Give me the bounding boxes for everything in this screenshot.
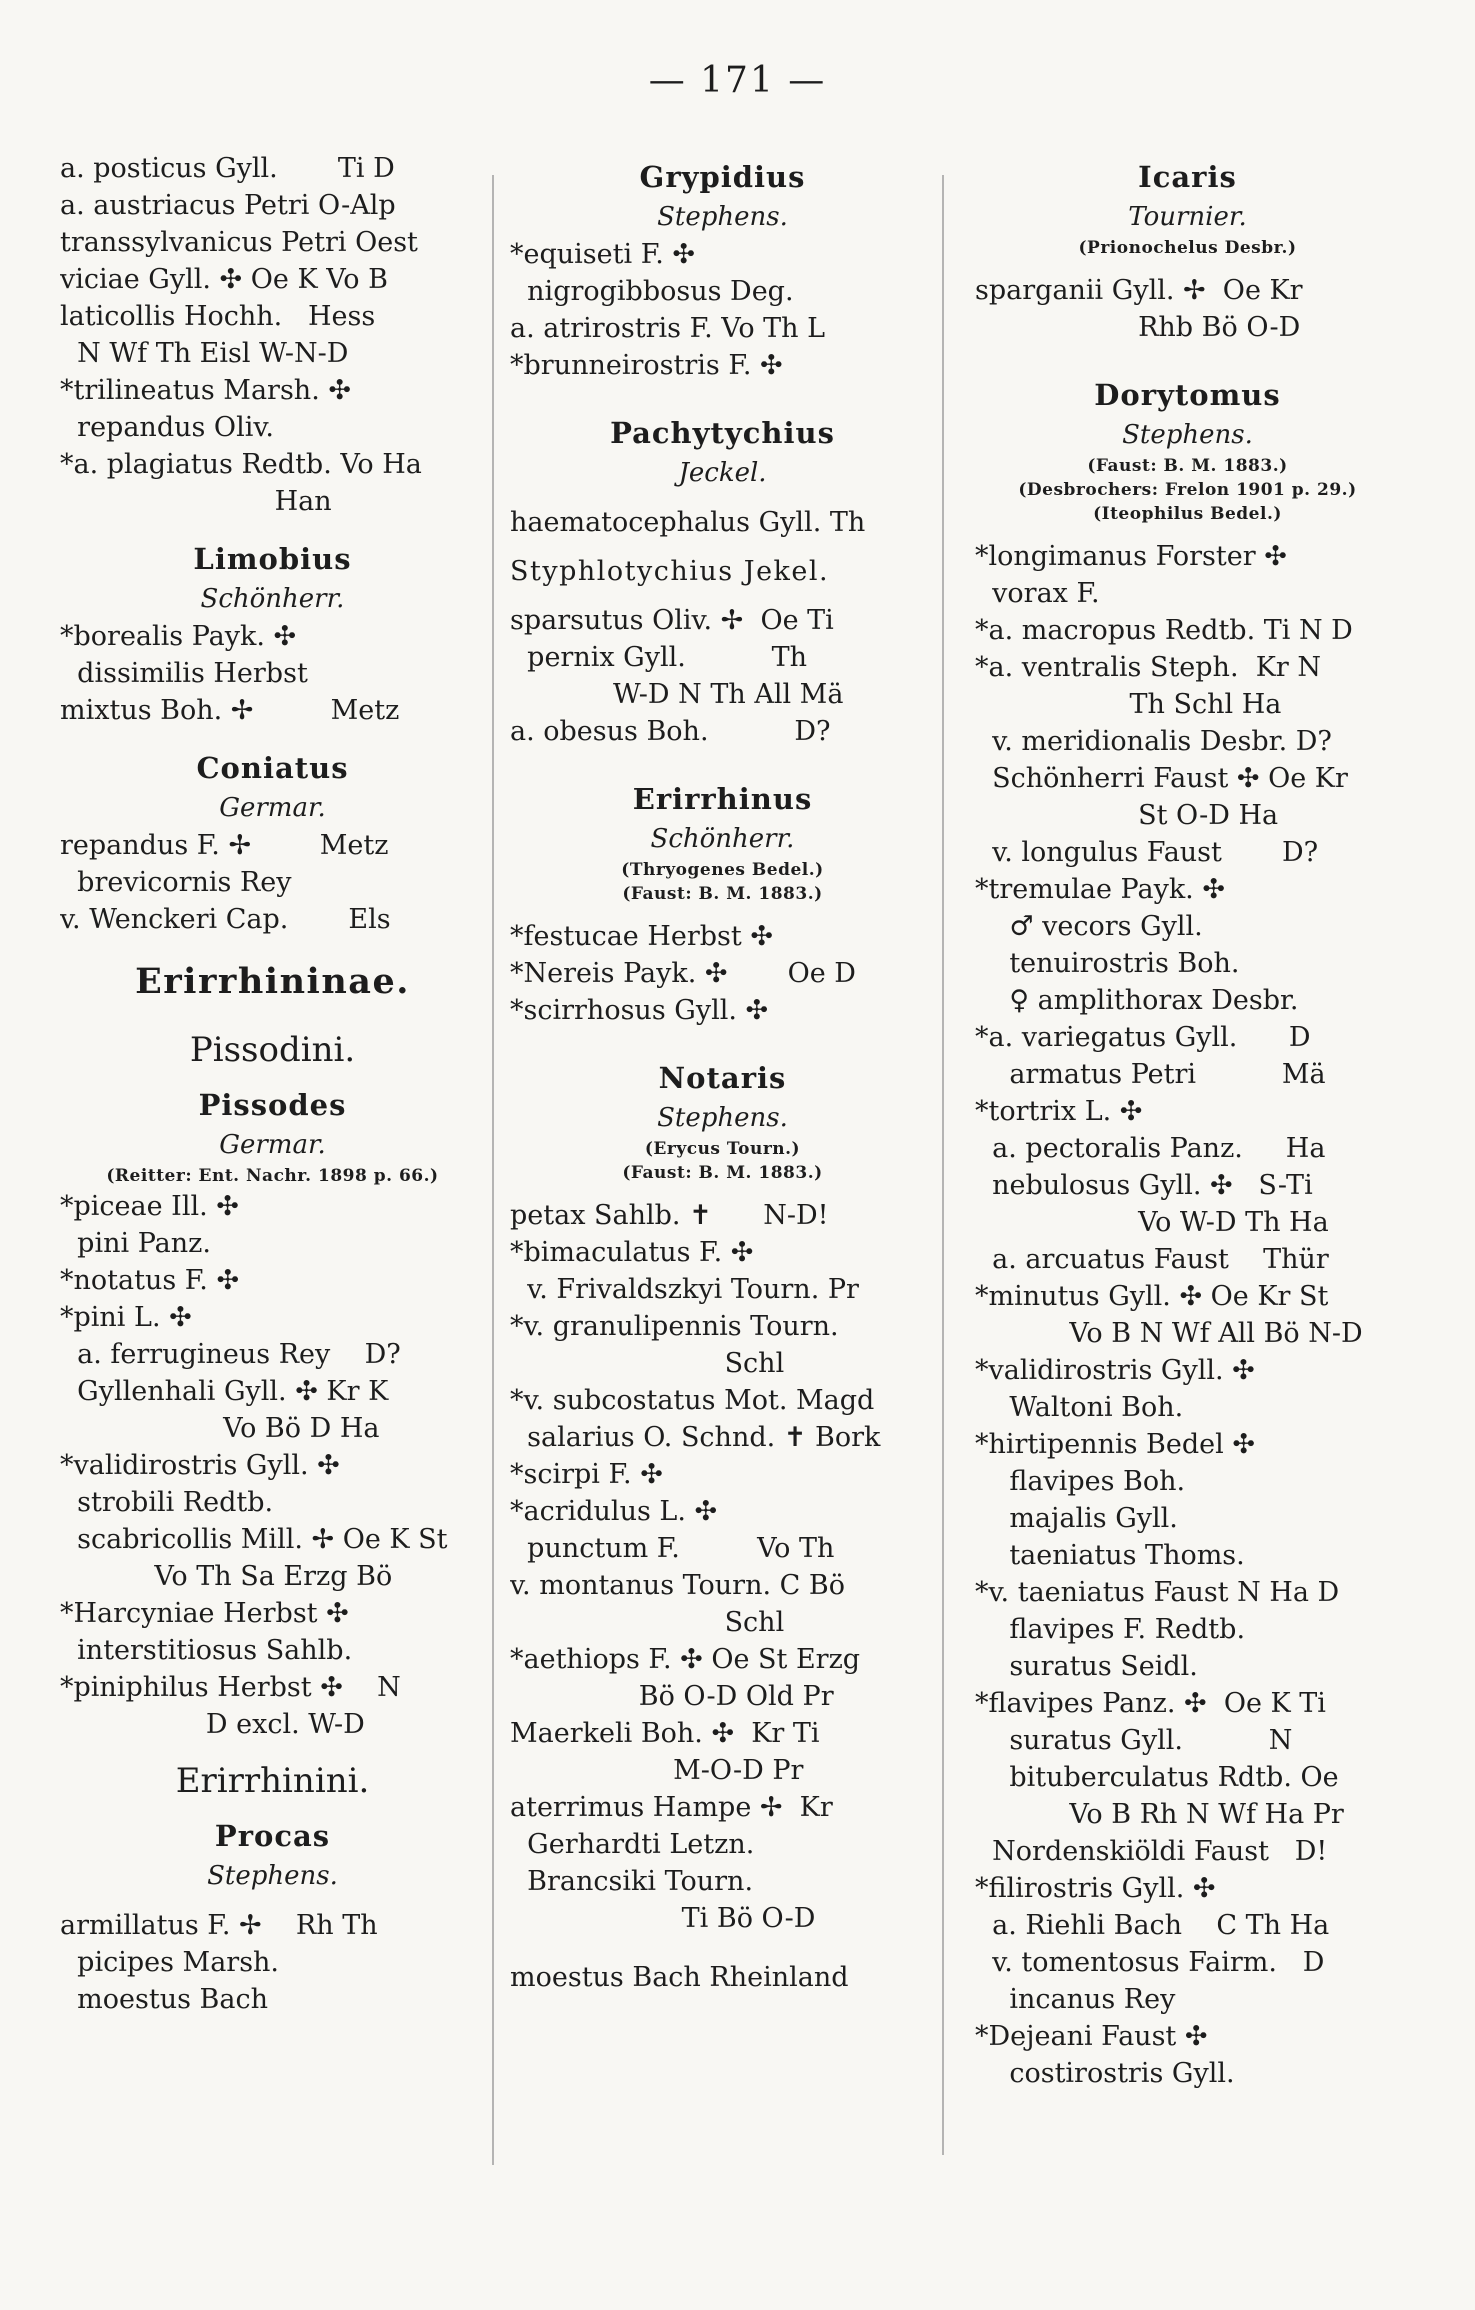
species-entry: *pini L. ✣ <box>60 1302 192 1333</box>
species-entry: v. longulus Faust D? <box>975 837 1319 868</box>
species-entry: *borealis Payk. ✣ <box>60 621 297 652</box>
species-entry: brevicornis Rey <box>60 867 292 898</box>
genus-reference-dorytomus-faust: (Faust: B. M. 1883.) <box>1087 456 1288 476</box>
species-entry: suratus Seidl. <box>975 1651 1198 1682</box>
species-entry: *brunneirostris F. ✣ <box>510 350 783 381</box>
species-entry: *festucae Herbst ✣ <box>510 921 773 952</box>
species-entry: *a. variegatus Gyll. D <box>975 1022 1311 1053</box>
subfamily-heading: Erirrhininae. <box>135 961 410 1002</box>
left-block-3 <box>60 827 485 938</box>
species-entry: picipes Marsh. <box>60 1947 280 1978</box>
middle-block-6 <box>510 1959 935 1996</box>
middle-block-5 <box>510 1197 935 1937</box>
spacer <box>510 492 935 504</box>
species-entry: moestus Bach Rheinland <box>510 1962 849 1993</box>
species-entry: *piceae Ill. ✣ <box>60 1191 239 1222</box>
species-entry: sparganii Gyll. ✢ Oe Kr <box>975 275 1303 306</box>
genus-heading-limobius: Limobius <box>193 542 352 576</box>
species-entry: *Nereis Payk. ✣ Oe D <box>510 958 856 989</box>
species-entry: v. Wenckeri Cap. Els <box>60 904 391 935</box>
spacer <box>60 729 485 741</box>
species-entry: *flavipes Panz. ✣ Oe K Ti <box>975 1688 1326 1719</box>
left-block-1 <box>60 150 485 520</box>
spacer <box>510 750 935 772</box>
right-block-2 <box>975 538 1400 2092</box>
species-entry: Vo W-D Th Ha <box>975 1207 1329 1238</box>
species-entry: a. obesus Boh. D? <box>510 716 831 747</box>
species-entry: *Harcyniae Herbst ✣ <box>60 1598 349 1629</box>
species-entry: laticollis Hochh. Hess <box>60 301 376 332</box>
species-entry: sparsutus Oliv. ✢ Oe Ti <box>510 605 834 636</box>
genus-heading-grypidius: Grypidius <box>639 160 806 194</box>
spacer <box>975 346 1400 368</box>
species-entry: *scirpi F. ✣ <box>510 1459 663 1490</box>
species-entry: bituberculatus Rdtb. Oe <box>975 1762 1339 1793</box>
species-entry: Waltoni Boh. <box>975 1392 1184 1423</box>
genus-reference-pissodes: (Reitter: Ent. Nachr. 1898 p. 66.) <box>106 1166 439 1186</box>
species-entry: punctum F. Vo Th <box>510 1533 835 1564</box>
spacer <box>60 520 485 532</box>
column-divider-left <box>492 175 494 2165</box>
species-entry: ♀ amplithorax Desbr. <box>975 985 1299 1016</box>
species-entry: *equiseti F. ✣ <box>510 239 696 270</box>
species-entry: armatus Petri Mä <box>975 1059 1326 1090</box>
spacer <box>510 1185 935 1197</box>
species-entry: salarius O. Schnd. ✝ Bork <box>510 1422 881 1453</box>
species-entry: repandus Oliv. <box>60 412 274 443</box>
column-divider-right <box>942 175 944 2155</box>
species-entry: haematocephalus Gyll. Th <box>510 507 866 538</box>
species-entry: N Wf Th Eisl W-N-D <box>60 338 349 369</box>
species-entry: pernix Gyll. Th <box>510 642 808 673</box>
species-entry: viciae Gyll. ✣ Oe K Vo B <box>60 264 388 295</box>
left-block-4 <box>60 1188 485 1743</box>
species-entry: strobili Redtb. <box>60 1487 274 1518</box>
species-entry: a. arcuatus Faust Thür <box>975 1244 1329 1275</box>
species-entry: *hirtipennis Bedel ✣ <box>975 1429 1255 1460</box>
species-entry: *bimaculatus F. ✣ <box>510 1237 754 1268</box>
species-entry: *piniphilus Herbst ✣ N <box>60 1672 401 1703</box>
species-entry: *tremulae Payk. ✣ <box>975 874 1225 905</box>
species-entry: Han <box>60 486 332 517</box>
species-entry: Vo B N Wf All Bö N-D <box>975 1318 1363 1349</box>
species-entry: *Dejeani Faust ✣ <box>975 2021 1208 2052</box>
genus-synonym-erirrhinus: (Thryogenes Bedel.) <box>621 860 824 880</box>
middle-column <box>510 150 935 1996</box>
spacer <box>60 1895 485 1907</box>
species-entry: Gyllenhali Gyll. ✣ Kr K <box>60 1376 389 1407</box>
species-entry: Ti Bö O-D <box>510 1903 816 1934</box>
species-entry: a. atrirostris F. Vo Th L <box>510 313 826 344</box>
spacer <box>510 1937 935 1959</box>
tribe-heading-pissodini: Pissodini. <box>189 1030 356 1070</box>
species-entry: v. meridionalis Desbr. D? <box>975 726 1332 757</box>
genus-heading-pachytychius: Pachytychius <box>610 416 835 450</box>
species-entry: *trilineatus Marsh. ✣ <box>60 375 351 406</box>
species-entry: *longimanus Forster ✣ <box>975 541 1287 572</box>
genus-heading-pissodes: Pissodes <box>198 1088 347 1122</box>
left-block-5 <box>60 1907 485 2018</box>
species-entry: Bö O-D Old Pr <box>510 1681 834 1712</box>
species-entry: D excl. W-D <box>60 1709 365 1740</box>
species-entry: nigrogibbosus Deg. <box>510 276 794 307</box>
genus-heading-styphlotychius: Styphlotychius Jekel. <box>510 556 830 587</box>
right-block-1 <box>975 272 1400 346</box>
species-entry: *minutus Gyll. ✣ Oe Kr St <box>975 1281 1329 1312</box>
species-entry: Rhb Bö O-D <box>975 312 1301 343</box>
species-entry: ♂ vecors Gyll. <box>975 911 1203 942</box>
species-entry: *a. ventralis Steph. Kr N <box>975 652 1321 683</box>
species-entry: Gerhardti Letzn. <box>510 1829 755 1860</box>
species-entry: Th Schl Ha <box>975 689 1282 720</box>
species-entry: aterrimus Hampe ✢ Kr <box>510 1792 833 1823</box>
genus-author-procas: Stephens. <box>207 1861 338 1891</box>
species-entry: costirostris Gyll. <box>975 2058 1235 2089</box>
species-entry: vorax F. <box>975 578 1100 609</box>
genus-heading-icaris: Icaris <box>1138 160 1237 194</box>
species-entry: *tortrix L. ✣ <box>975 1096 1143 1127</box>
species-entry: *validirostris Gyll. ✣ <box>60 1450 340 1481</box>
species-entry: *v. subcostatus Mot. Magd <box>510 1385 875 1416</box>
species-entry: W-D N Th All Mä <box>510 679 844 710</box>
species-entry: taeniatus Thoms. <box>975 1540 1245 1571</box>
species-entry: incanus Rey <box>975 1984 1176 2015</box>
species-entry: *acridulus L. ✣ <box>510 1496 718 1527</box>
middle-block-4 <box>510 918 935 1029</box>
species-entry: mixtus Boh. ✢ Metz <box>60 695 400 726</box>
genus-author-notaris: Stephens. <box>657 1103 788 1133</box>
spacer <box>975 526 1400 538</box>
left-column <box>60 150 485 2018</box>
species-entry: armillatus F. ✢ Rh Th <box>60 1910 378 1941</box>
genus-heading-coniatus: Coniatus <box>196 751 349 785</box>
species-entry: nebulosus Gyll. ✣ S-Ti <box>975 1170 1313 1201</box>
genus-heading-dorytomus: Dorytomus <box>1094 378 1281 412</box>
middle-block-1 <box>510 236 935 384</box>
right-column <box>975 150 1400 2092</box>
species-entry: transsylvanicus Petri Oest <box>60 227 418 258</box>
genus-author-grypidius: Stephens. <box>657 202 788 232</box>
spacer <box>510 384 935 406</box>
species-entry: Schl <box>510 1607 785 1638</box>
species-entry: v. montanus Tourn. C Bö <box>510 1570 845 1601</box>
spacer <box>975 260 1400 272</box>
species-entry: Brancsiki Tourn. <box>510 1866 754 1897</box>
species-entry: *v. taeniatus Faust N Ha D <box>975 1577 1340 1608</box>
genus-author-pachytychius: Jeckel. <box>678 458 767 488</box>
genus-synonym-notaris: (Erycus Tourn.) <box>644 1139 801 1159</box>
species-entry: suratus Gyll. N <box>975 1725 1293 1756</box>
tribe-heading-erirrhinini: Erirrhinini. <box>175 1761 370 1801</box>
genus-author-dorytomus: Stephens. <box>1122 420 1253 450</box>
species-entry: St O-D Ha <box>975 800 1279 831</box>
species-entry: tenuirostris Boh. <box>975 948 1240 979</box>
species-entry: Schl <box>510 1348 785 1379</box>
species-entry: flavipes Boh. <box>975 1466 1186 1497</box>
genus-heading-notaris: Notaris <box>658 1061 787 1095</box>
genus-author-icaris: Tournier. <box>1128 202 1247 232</box>
genus-author-limobius: Schönherr. <box>200 584 345 614</box>
left-block-2 <box>60 618 485 729</box>
species-entry: repandus F. ✢ Metz <box>60 830 389 861</box>
middle-block-2 <box>510 504 935 541</box>
species-entry: *validirostris Gyll. ✣ <box>975 1355 1255 1386</box>
genus-reference-dorytomus-desbrochers: (Desbrochers: Frelon 1901 p. 29.) <box>1018 480 1357 500</box>
middle-block-3 <box>510 602 935 750</box>
species-entry: a. Riehli Bach C Th Ha <box>975 1910 1330 1941</box>
species-entry: v. tomentosus Fairm. D <box>975 1947 1325 1978</box>
genus-author-pissodes: Germar. <box>219 1130 326 1160</box>
species-entry: Schönherri Faust ✣ Oe Kr <box>975 763 1348 794</box>
spacer <box>510 541 935 553</box>
species-entry: *a. plagiatus Redtb. Vo Ha <box>60 449 422 480</box>
page-number: — 171 — <box>648 60 827 101</box>
species-entry: dissimilis Herbst <box>60 658 308 689</box>
genus-author-erirrhinus: Schönherr. <box>650 824 795 854</box>
species-entry: v. Frivaldszkyi Tourn. Pr <box>510 1274 859 1305</box>
species-entry: Vo B Rh N Wf Ha Pr <box>975 1799 1344 1830</box>
species-entry: a. posticus Gyll. Ti D <box>60 153 395 184</box>
species-entry: Nordenskiöldi Faust D! <box>975 1836 1328 1867</box>
species-entry: majalis Gyll. <box>975 1503 1178 1534</box>
species-entry: *aethiops F. ✣ Oe St Erzg <box>510 1644 861 1675</box>
genus-synonym-icaris: (Prionochelus Desbr.) <box>1078 238 1297 258</box>
genus-heading-erirrhinus: Erirrhinus <box>632 782 813 816</box>
genus-reference-erirrhinus: (Faust: B. M. 1883.) <box>622 884 823 904</box>
species-entry: M-O-D Pr <box>510 1755 804 1786</box>
species-entry: petax Sahlb. ✝ N-D! <box>510 1200 829 1231</box>
species-entry: scabricollis Mill. ✢ Oe K St <box>60 1524 448 1555</box>
species-entry: *a. macropus Redtb. Ti N D <box>975 615 1353 646</box>
species-entry: Vo Th Sa Erzg Bö <box>60 1561 393 1592</box>
species-entry: interstitiosus Sahlb. <box>60 1635 353 1666</box>
species-entry: Vo Bö D Ha <box>60 1413 380 1444</box>
genus-heading-procas: Procas <box>214 1819 331 1853</box>
species-entry: *scirrhosus Gyll. ✣ <box>510 995 769 1026</box>
species-entry: flavipes F. Redtb. <box>975 1614 1246 1645</box>
species-entry: pini Panz. <box>60 1228 211 1259</box>
spacer <box>510 590 935 602</box>
species-entry: moestus Bach <box>60 1984 268 2015</box>
species-entry: a. pectoralis Panz. Ha <box>975 1133 1326 1164</box>
species-entry: *v. granulipennis Tourn. <box>510 1311 839 1342</box>
spacer <box>510 906 935 918</box>
species-entry: *filirostris Gyll. ✣ <box>975 1873 1216 1904</box>
species-entry: a. ferrugineus Rey D? <box>60 1339 401 1370</box>
species-entry: Maerkeli Boh. ✣ Kr Ti <box>510 1718 820 1749</box>
genus-author-coniatus: Germar. <box>219 793 326 823</box>
genus-reference-notaris: (Faust: B. M. 1883.) <box>622 1163 823 1183</box>
genus-synonym-dorytomus: (Iteophilus Bedel.) <box>1093 504 1282 524</box>
species-entry: *notatus F. ✣ <box>60 1265 240 1296</box>
species-entry: a. austriacus Petri O-Alp <box>60 190 396 221</box>
spacer <box>510 1029 935 1051</box>
